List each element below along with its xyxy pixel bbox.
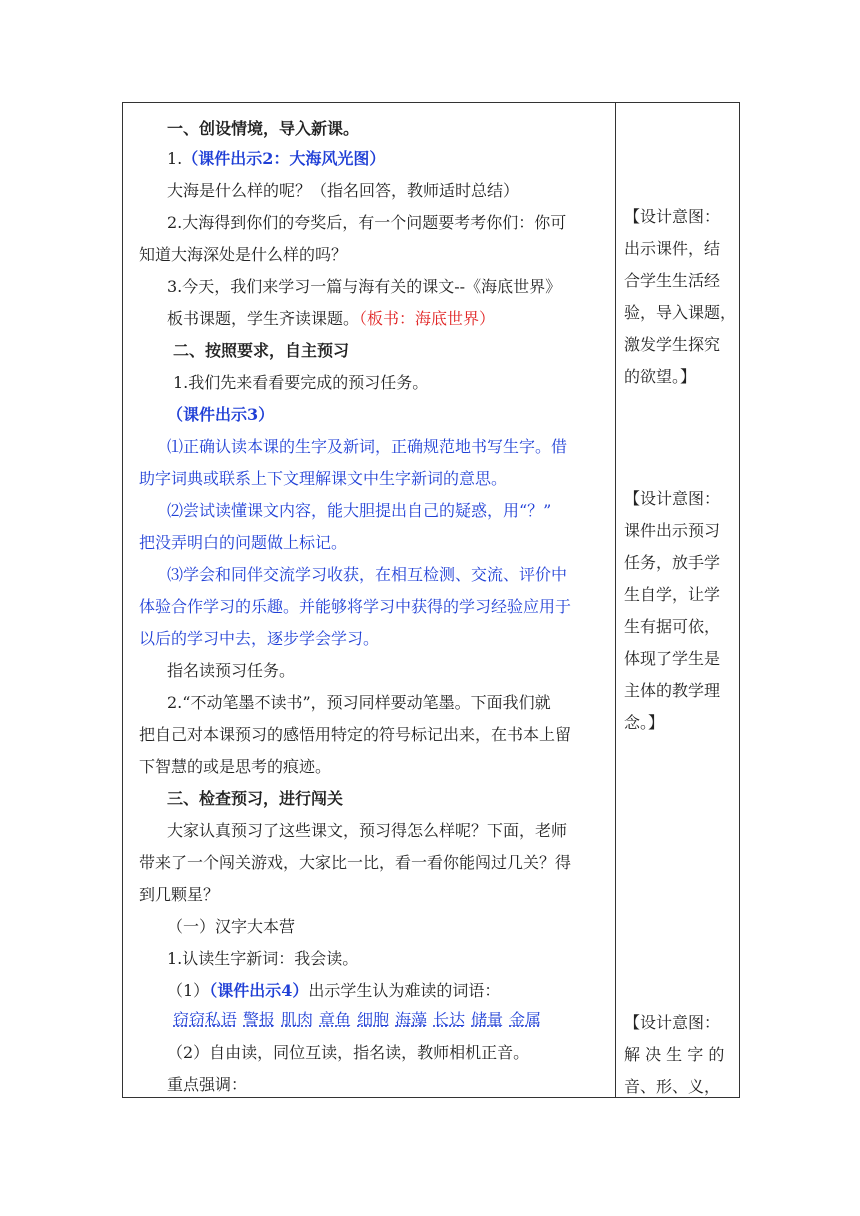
paragraph: 2.大海得到你们的夸奖后，有一个问题要考考你们：你可 <box>167 213 567 232</box>
courseware-note: （课件出示2：大海风光图） <box>182 149 386 168</box>
paragraph: 把自己对本课预习的感悟用特定的符号标记出来，在书本上留 <box>139 725 572 744</box>
courseware-note: （课件出示3） <box>167 405 275 424</box>
task-1-cont: 助字词典或联系上下文理解课文中生字新词的意思。 <box>139 469 508 488</box>
paragraph: 重点强调： <box>167 1075 248 1094</box>
paragraph: 大家认真预习了这些课文，预习得怎么样呢？下面，老师 <box>167 821 568 840</box>
task-3-cont: 体验合作学习的乐趣。并能够将学习中获得的学习经验应用于 <box>139 597 572 616</box>
paragraph: 3.今天，我们来学习一篇与海有关的课文--《海底世界》 <box>167 277 562 296</box>
design-note-1: 合学生生活经 <box>624 271 721 290</box>
vocab-word: 金属 <box>509 1010 542 1029</box>
paragraph: 下智慧的或是思考的痕迹。 <box>139 757 332 776</box>
design-note-2: 【设计意图： <box>624 489 721 508</box>
lesson-plan-table <box>122 102 740 1098</box>
design-note-1: 的欲望。】 <box>624 367 697 386</box>
vocab-word: 长达 <box>433 1010 466 1029</box>
vocabulary-list <box>173 1010 605 1032</box>
design-note-2: 念。】 <box>624 713 665 732</box>
task-3: ⑶学会和同伴交流学习收获，在相互检测、交流、评价中 <box>167 565 568 584</box>
task-1: ⑴正确认读本课的生字及新词，正确规范地书写生字。借 <box>167 437 568 456</box>
paragraph: 知道大海深处是什么样的吗？ <box>139 245 348 264</box>
section-1-heading: 一、创设情境，导入新课。 <box>167 119 360 138</box>
section-1-item-1 <box>167 149 385 169</box>
design-note-2: 生有据可依， <box>624 617 721 636</box>
item-number: （1） <box>167 981 210 1000</box>
design-intent-column <box>616 103 739 1097</box>
design-note-2: 主体的教学理 <box>624 681 721 700</box>
vocab-word: 细胞 <box>357 1010 390 1029</box>
task-2: ⑵尝试读懂课文内容，能大胆提出自己的疑惑，用“？” <box>167 501 552 520</box>
paragraph: 带来了一个闯关游戏，大家比一比，看一看你能闯过几关？得 <box>139 853 572 872</box>
subsection-heading: （一）汉字大本营 <box>167 917 296 936</box>
design-note-2: 生自学，让学 <box>624 585 721 604</box>
paragraph-text: 出示学生认为难读的词语： <box>308 981 501 1000</box>
paragraph-text: 板书课题，学生齐读课题。 <box>167 309 360 328</box>
design-note-3: 【设计意图： <box>624 1013 721 1032</box>
courseware-note: （课件出示4） <box>209 981 309 1000</box>
design-note-2: 体现了学生是 <box>624 649 721 668</box>
design-note-2: 课件出示预习 <box>624 521 721 540</box>
paragraph: 指名读预习任务。 <box>167 661 296 680</box>
teaching-process-column <box>123 103 615 1097</box>
paragraph: 2.“不动笔墨不读书”，预习同样要动笔墨。下面我们就 <box>167 693 551 712</box>
design-note-1: 激发学生探究 <box>624 335 721 354</box>
paragraph <box>167 981 500 1001</box>
design-note-1: 【设计意图： <box>624 207 721 226</box>
item-number: 1. <box>167 149 183 168</box>
vocab-word: 章鱼 <box>319 1010 352 1029</box>
design-note-2: 任务，放手学 <box>624 553 721 572</box>
design-note-3: 解 决 生 字 的 <box>624 1045 725 1064</box>
paragraph <box>167 309 495 329</box>
vocab-word: 窃窃私语 <box>173 1010 238 1029</box>
paragraph: （2）自由读，同位互读，指名读，教师相机正音。 <box>167 1043 530 1062</box>
board-note: （板书：海底世界） <box>359 309 496 328</box>
paragraph: 大海是什么样的呢？（指名回答，教师适时总结） <box>167 181 520 200</box>
vocab-word: 储量 <box>471 1010 504 1029</box>
paragraph: 1.认读生字新词：我会读。 <box>167 949 359 968</box>
design-note-1: 验，导入课题， <box>624 303 737 322</box>
section-2-heading: 二、按照要求，自主预习 <box>173 341 350 360</box>
task-3-cont: 以后的学习中去，逐步学会学习。 <box>139 629 380 648</box>
design-note-1: 出示课件，结 <box>624 239 721 258</box>
section-3-heading: 三、检查预习，进行闯关 <box>167 789 344 808</box>
vocab-word: 海藻 <box>395 1010 428 1029</box>
vocab-word: 肌肉 <box>281 1010 314 1029</box>
vocab-word: 警报 <box>243 1010 276 1029</box>
paragraph: 1.我们先来看看要完成的预习任务。 <box>173 373 429 392</box>
design-note-3: 音、形、义， <box>624 1077 721 1096</box>
task-2-cont: 把没弄明白的问题做上标记。 <box>139 533 348 552</box>
paragraph: 到几颗星？ <box>139 885 220 904</box>
